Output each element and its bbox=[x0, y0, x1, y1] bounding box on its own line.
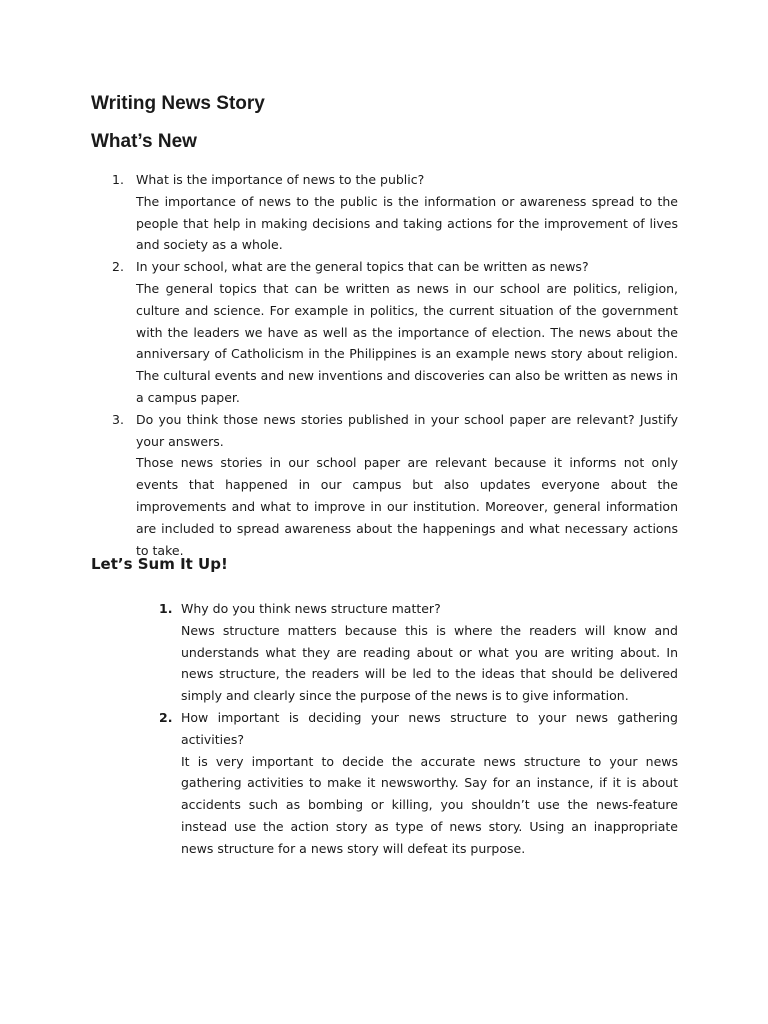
item-number: 2. bbox=[112, 259, 124, 275]
sum-it-up-heading: Let’s Sum It Up! bbox=[91, 555, 228, 573]
answer-text: The general topics that can be written as news in our school are politics, religion, culture and science. For example in politics, the current situation of the government with the leaders we have as well as the importance of election. The news about the anniversary of Catholicism in the Philippines is an example news story about religion. The cultural events and new inventions and discoveries can also be written as news in a campus paper. bbox=[136, 280, 678, 405]
answer-text: It is very important to decide the accurate news structure to your news gathering activities to make it newsworthy. Say for an instance, if it is about accidents such as bombing or killing, you shouldn’t use the news-feature instead use the action story as type of news story. Using an inappropriate news structure for a news story will defeat its purpose. bbox=[181, 753, 678, 856]
item-number: 1. bbox=[159, 601, 173, 616]
list-item bbox=[112, 256, 678, 409]
question-text: In your school, what are the general topics that can be written as news? bbox=[136, 259, 589, 275]
whats-new-list bbox=[112, 169, 678, 561]
list-item bbox=[159, 598, 678, 707]
list-item bbox=[112, 409, 678, 562]
item-number: 2. bbox=[159, 709, 173, 725]
question-text: Why do you think news structure matter? bbox=[181, 601, 441, 616]
sum-it-up-list bbox=[159, 598, 678, 860]
answer-text: News structure matters because this is where the readers will know and understands what they are reading about or what you are writing about. In news structure, the readers will be led to the ideas that should be delivered simply and clearly since the purpose of the news is to give information. bbox=[181, 622, 678, 704]
item-number: 1. bbox=[112, 172, 124, 187]
list-item bbox=[112, 169, 678, 256]
answer-text: The importance of news to the public is the information or awareness spread to the people that help in making decisions and taking actions for the improvement of lives and society as a whole. bbox=[136, 193, 678, 253]
document-title: Writing News Story bbox=[91, 93, 265, 114]
list-item bbox=[159, 707, 678, 860]
question-text: How important is deciding your news structure to your news gathering activities? bbox=[181, 709, 678, 747]
answer-text: Those news stories in our school paper are relevant because it informs not only events that happened in our campus but also updates everyone about the improvements and what to improve in our institution. Moreover, general information are included to spread awareness about the happenings and what necessary actions to take. bbox=[136, 455, 678, 558]
whats-new-heading: What’s New bbox=[91, 131, 197, 152]
question-text: What is the importance of news to the public? bbox=[136, 172, 425, 187]
item-number: 3. bbox=[112, 411, 124, 427]
question-text: Do you think those news stories published in your school paper are relevant? Justify your answers. bbox=[136, 411, 678, 449]
